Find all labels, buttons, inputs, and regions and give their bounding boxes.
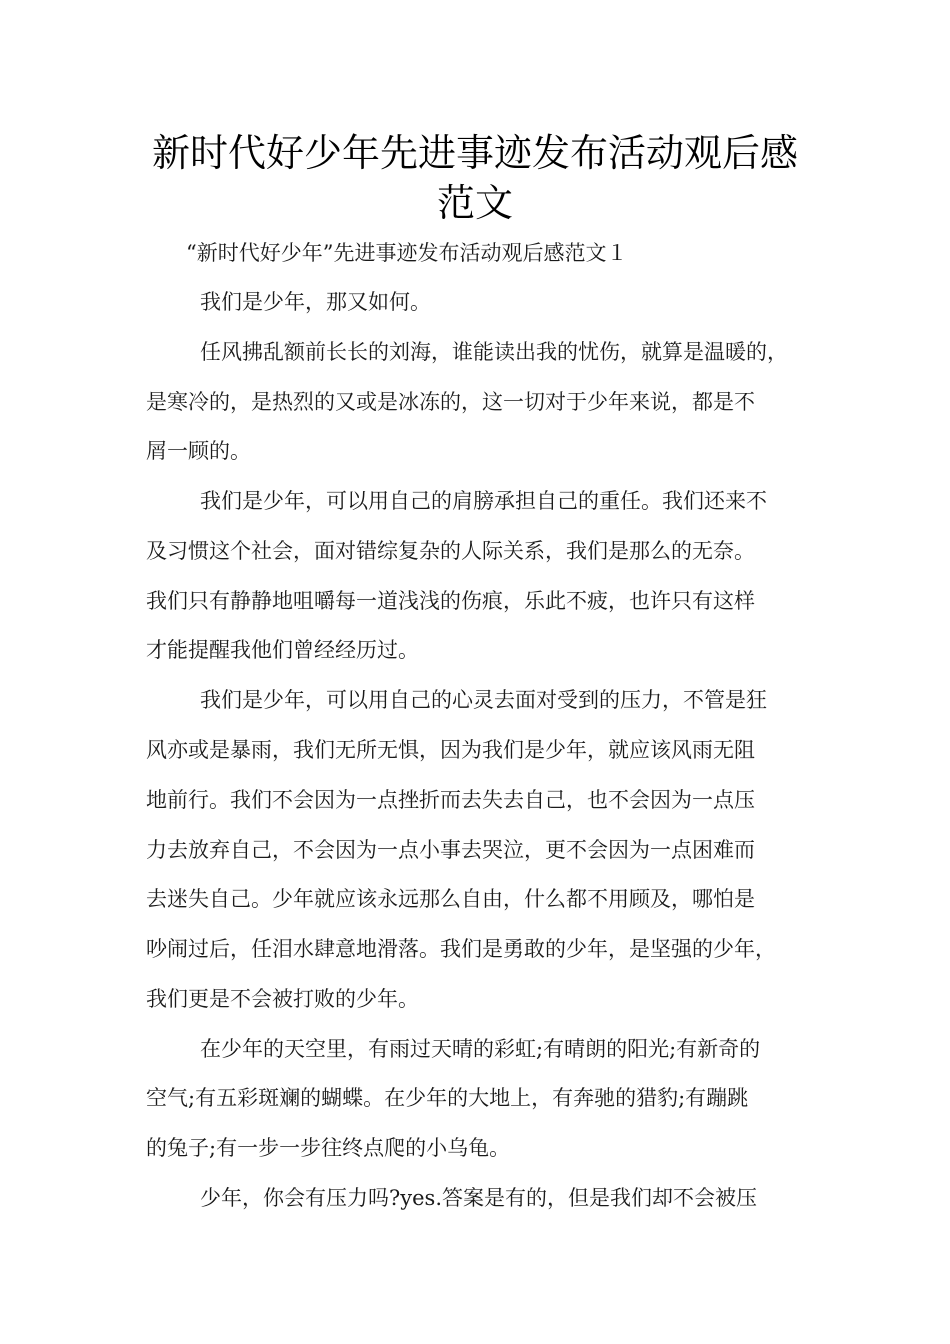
paragraph-line: 任风拂乱额前长长的刘海，谁能读出我的忧伤，就算是温暖的， <box>200 340 788 364</box>
paragraph-line: 风亦或是暴雨，我们无所无惧，因为我们是少年，就应该风雨无阻 <box>146 738 755 762</box>
paragraph-line: 我们是少年，可以用自己的心灵去面对受到的压力，不管是狂 <box>200 688 767 712</box>
paragraph-line: 的兔子;有一步一步往终点爬的小乌龟。 <box>146 1136 511 1160</box>
paragraph-line: 是寒冷的，是热烈的又或是冰冻的，这一切对于少年来说，都是不 <box>146 390 755 414</box>
paragraph-line: 在少年的天空里，有雨过天晴的彩虹;有晴朗的阳光;有新奇的 <box>200 1037 761 1061</box>
document-subtitle: “新时代好少年”先进事迹发布活动观后感范文１ <box>186 241 628 265</box>
paragraph-line: 才能提醒我他们曾经经历过。 <box>146 638 419 662</box>
paragraph-line: 屑一顾的。 <box>146 439 251 463</box>
paragraph-line: 空气;有五彩斑斓的蝴蝶。在少年的大地上，有奔驰的猎豹;有蹦跳 <box>146 1086 749 1110</box>
paragraph-line: 力去放弃自己，不会因为一点小事去哭泣，更不会因为一点困难而 <box>146 838 755 862</box>
document-title-line-2: 范文 <box>436 181 513 225</box>
paragraph-line: 我们是少年，那又如何。 <box>200 290 431 314</box>
paragraph-line: 去迷失自己。少年就应该永远那么自由，什么都不用顾及，哪怕是 <box>146 887 755 911</box>
document-title-line-1: 新时代好少年先进事迹发布活动观后感 <box>151 131 798 175</box>
paragraph-line: 吵闹过后，任泪水肆意地滑落。我们是勇敢的少年，是坚强的少年， <box>146 937 776 961</box>
paragraph-line: 地前行。我们不会因为一点挫折而去失去自己，也不会因为一点压 <box>146 788 755 812</box>
paragraph-line: 我们只有静静地咀嚼每一道浅浅的伤痕，乐此不疲，也许只有这样 <box>146 589 755 613</box>
paragraph-line: 我们更是不会被打败的少年。 <box>146 987 419 1011</box>
paragraph-line: 及习惯这个社会，面对错综复杂的人际关系，我们是那么的无奈。 <box>146 539 755 563</box>
paragraph-line: 少年，你会有压力吗?yes.答案是有的，但是我们却不会被压 <box>200 1186 758 1210</box>
paragraph-line: 我们是少年，可以用自己的肩膀承担自己的重任。我们还来不 <box>200 489 767 513</box>
